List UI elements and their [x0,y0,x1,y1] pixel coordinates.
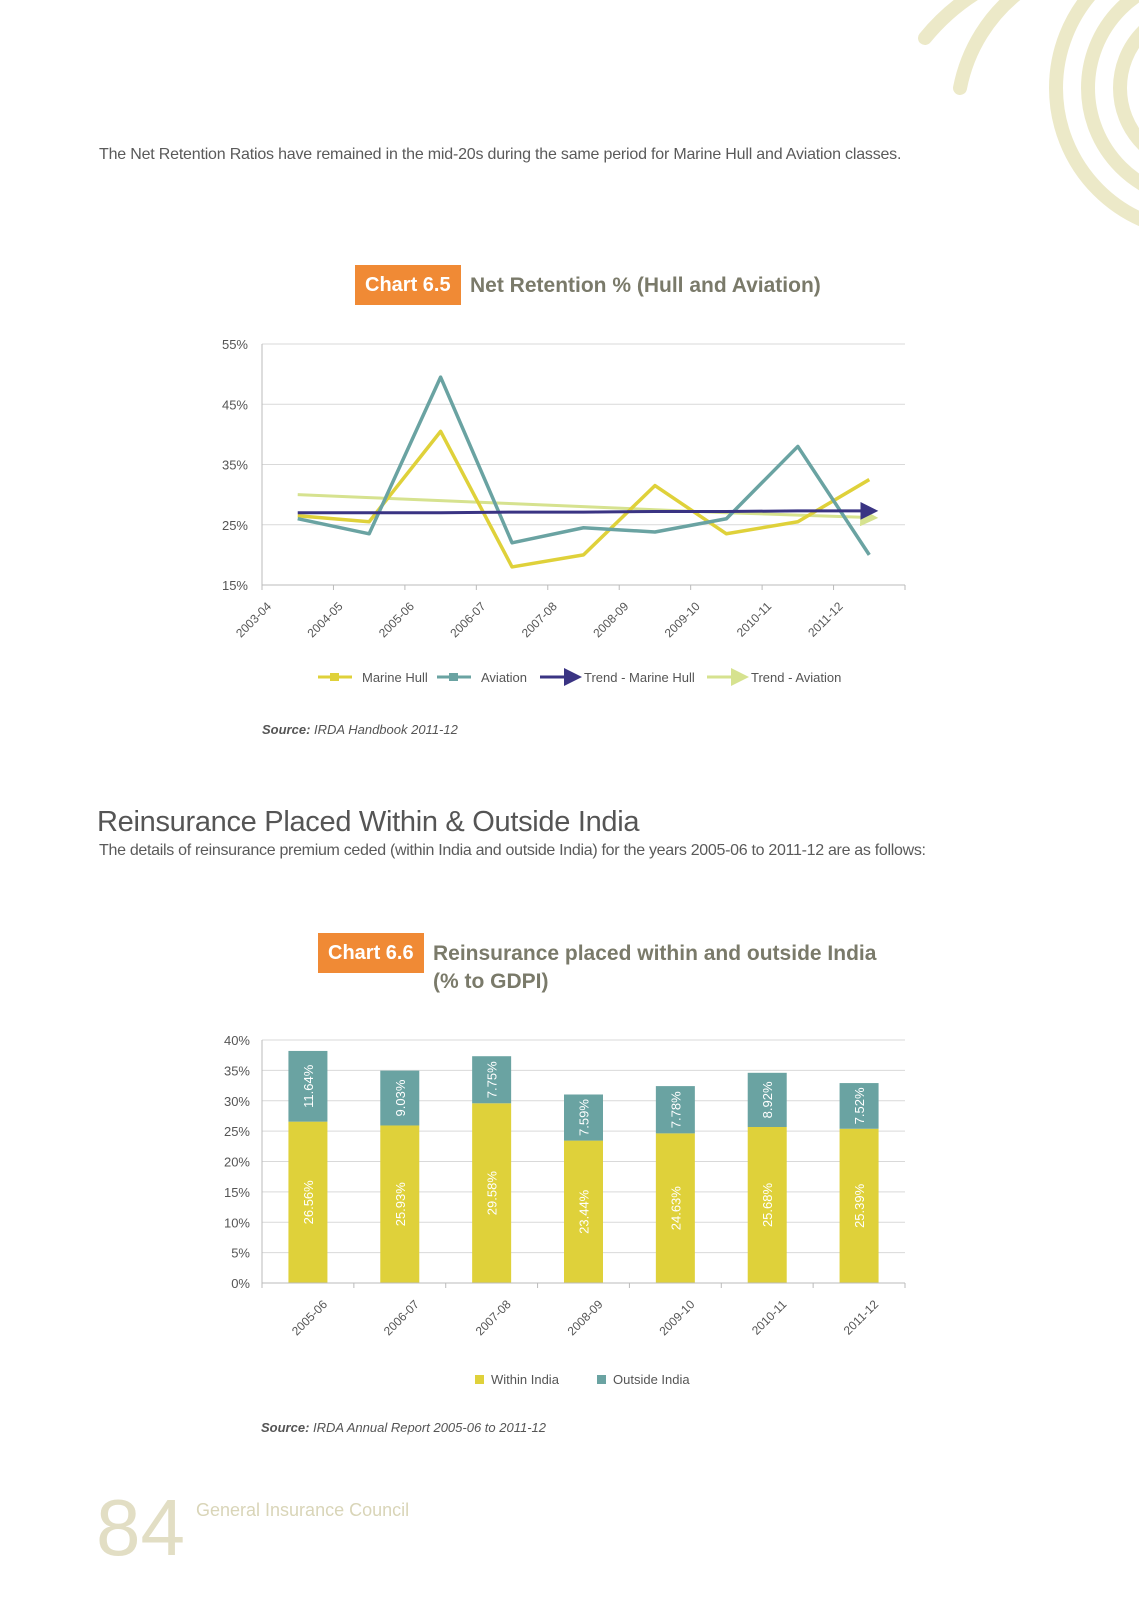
data-label: 7.59% [576,1099,592,1136]
series-line [298,511,870,513]
legend-swatch [475,1375,484,1384]
legend-label: Aviation [481,670,528,685]
legend-label: Within India [491,1372,559,1387]
x-tick-label: 2009-10 [661,599,703,641]
y-tick-label: 25% [223,1124,250,1140]
x-tick-label: 2006-07 [380,1297,422,1339]
x-tick-label: 2005-06 [289,1297,331,1339]
line-chart [0,320,1139,700]
data-label: 26.56% [300,1180,316,1225]
data-label: 7.52% [852,1087,868,1125]
chart-source: Source: IRDA Annual Report 2005-06 to 2011-12 [261,1420,546,1435]
y-tick-label: 45% [221,397,248,413]
page-number: 84 [96,1483,185,1572]
y-tick-label: 15% [221,578,248,593]
x-tick-label: 2007-08 [472,1297,514,1339]
y-tick-label: 5% [231,1245,250,1261]
intro-paragraph: The Net Retention Ratios have remained in the mid-20s during the same period for Marine Hull and Aviation classes. [99,146,902,163]
legend-marker [330,673,339,681]
data-label: 8.92% [760,1081,776,1119]
data-label: 23.44% [576,1189,592,1234]
legend-label: Trend - Marine Hull [584,670,695,685]
x-tick-label: 2003-04 [233,599,275,641]
y-tick-label: 10% [223,1215,250,1231]
data-label: 25.93% [392,1182,408,1227]
data-label: 11.64% [300,1064,316,1108]
data-label: 7.78% [668,1091,684,1129]
chart-tag: Chart 6.6 [318,933,424,973]
x-tick-label: 2011-12 [805,599,846,640]
chart-title [433,940,876,996]
data-label: 7.75% [484,1061,500,1099]
x-tick-label: 2011-12 [840,1297,882,1338]
legend-marker [449,673,458,681]
x-tick-label: 2009-10 [656,1297,698,1339]
x-tick-label: 2004-05 [304,599,346,641]
y-tick-label: 0% [231,1276,250,1291]
data-label: 9.03% [392,1079,408,1117]
y-tick-label: 35% [223,1063,250,1079]
y-tick-label: 35% [221,457,248,473]
y-tick-label: 30% [223,1093,250,1109]
chart-title-line: (% to GDPI) [433,970,549,993]
data-label: 24.63% [668,1186,684,1231]
legend-label: Outside India [613,1372,690,1387]
y-tick-label: 15% [223,1184,250,1200]
section-paragraph: The details of reinsurance premium ceded (within India and outside India) for the years 2005-06 to 2011-12 are as follows: [99,842,926,859]
legend-label: Trend - Aviation [751,670,842,685]
y-tick-label: 40% [223,1033,250,1048]
chart-title: Net Retention % (Hull and Aviation) [470,274,821,297]
legend-label: Marine Hull [362,670,428,685]
chart-title-line: Reinsurance placed within and outside India [433,942,877,965]
x-tick-label: 2005-06 [375,599,418,641]
data-label: 29.58% [484,1171,500,1216]
x-tick-label: 2010-11 [733,599,775,640]
data-label: 25.39% [852,1183,868,1228]
publisher-name: General Insurance Council [196,1500,410,1520]
chart-source: Source: IRDA Handbook 2011-12 [262,722,458,737]
y-tick-label: 55% [221,337,248,352]
decorative-arcs [0,0,1139,260]
section-heading: Reinsurance Placed Within & Outside India [97,806,640,838]
x-tick-label: 2006-07 [447,599,489,641]
y-tick-label: 20% [223,1154,250,1170]
x-tick-label: 2010-11 [748,1297,790,1338]
data-label: 25.68% [760,1182,776,1228]
legend-swatch [597,1375,606,1384]
y-tick-label: 25% [221,517,248,533]
x-tick-label: 2008-09 [590,599,632,641]
stacked-bar-chart [0,1020,1139,1400]
chart-tag: Chart 6.5 [355,265,461,305]
x-tick-label: 2007-08 [518,599,560,641]
x-tick-label: 2008-09 [564,1297,606,1339]
